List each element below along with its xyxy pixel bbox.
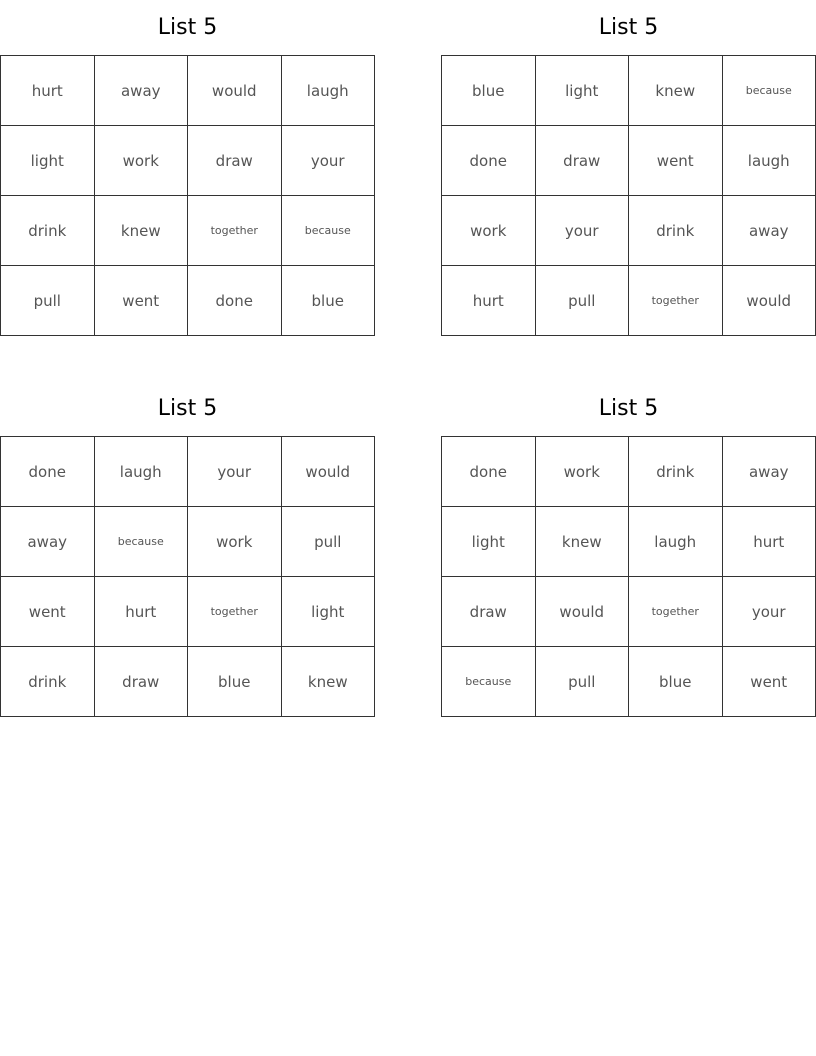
grid-cell: because <box>95 507 189 577</box>
grid-cell: away <box>1 507 95 577</box>
grid-cell: together <box>188 577 282 647</box>
grid-cell: blue <box>188 647 282 717</box>
grid-cell: pull <box>282 507 376 577</box>
grid-cell: hurt <box>442 266 536 336</box>
grid-cell: away <box>723 437 816 507</box>
grid-cell: done <box>442 126 536 196</box>
grid-cell: draw <box>188 126 282 196</box>
grid-cell: laugh <box>723 126 816 196</box>
grid-cell: done <box>442 437 536 507</box>
grid-cell: draw <box>536 126 630 196</box>
bingo-card-3 <box>0 381 375 717</box>
grid-cell: your <box>188 437 282 507</box>
grid-cell: would <box>188 56 282 126</box>
grid-cell: light <box>442 507 536 577</box>
grid-cell: together <box>629 266 723 336</box>
grid-cell: went <box>95 266 189 336</box>
grid-cell: work <box>188 507 282 577</box>
grid-cell: blue <box>442 56 536 126</box>
grid-cell: your <box>282 126 376 196</box>
grid-cell: light <box>1 126 95 196</box>
grid-cell: your <box>723 577 816 647</box>
grid-cell: would <box>723 266 816 336</box>
grid-cell: hurt <box>95 577 189 647</box>
grid-cell: work <box>95 126 189 196</box>
grid-cell: laugh <box>95 437 189 507</box>
word-grid <box>441 436 816 717</box>
word-grid <box>0 436 375 717</box>
grid-cell: knew <box>536 507 630 577</box>
grid-cell: would <box>536 577 630 647</box>
grid-cell: pull <box>1 266 95 336</box>
grid-cell: done <box>1 437 95 507</box>
grid-cell: drink <box>1 647 95 717</box>
grid-cell: draw <box>95 647 189 717</box>
grid-cell: blue <box>629 647 723 717</box>
grid-cell: knew <box>282 647 376 717</box>
grid-cell: your <box>536 196 630 266</box>
grid-cell: knew <box>95 196 189 266</box>
card-title: List 5 <box>598 396 659 421</box>
grid-cell: work <box>536 437 630 507</box>
grid-cell: draw <box>442 577 536 647</box>
bingo-card-2 <box>441 0 816 336</box>
bingo-card-1 <box>0 0 375 336</box>
grid-cell: pull <box>536 647 630 717</box>
grid-cell: drink <box>629 437 723 507</box>
grid-cell: work <box>442 196 536 266</box>
grid-cell: drink <box>629 196 723 266</box>
grid-cell: because <box>723 56 816 126</box>
grid-cell: together <box>188 196 282 266</box>
grid-cell: because <box>282 196 376 266</box>
grid-cell: drink <box>1 196 95 266</box>
word-grid <box>441 55 816 336</box>
grid-cell: went <box>723 647 816 717</box>
card-title: List 5 <box>598 15 659 40</box>
grid-cell: because <box>442 647 536 717</box>
grid-cell: light <box>282 577 376 647</box>
card-title: List 5 <box>157 15 218 40</box>
grid-cell: away <box>95 56 189 126</box>
grid-cell: would <box>282 437 376 507</box>
word-grid <box>0 55 375 336</box>
grid-cell: blue <box>282 266 376 336</box>
grid-cell: went <box>629 126 723 196</box>
grid-cell: went <box>1 577 95 647</box>
grid-cell: hurt <box>723 507 816 577</box>
grid-cell: hurt <box>1 56 95 126</box>
bingo-card-4 <box>441 381 816 717</box>
grid-cell: done <box>188 266 282 336</box>
grid-cell: pull <box>536 266 630 336</box>
grid-cell: away <box>723 196 816 266</box>
grid-cell: knew <box>629 56 723 126</box>
grid-cell: laugh <box>282 56 376 126</box>
grid-cell: laugh <box>629 507 723 577</box>
card-title: List 5 <box>157 396 218 421</box>
grid-cell: light <box>536 56 630 126</box>
grid-cell: together <box>629 577 723 647</box>
